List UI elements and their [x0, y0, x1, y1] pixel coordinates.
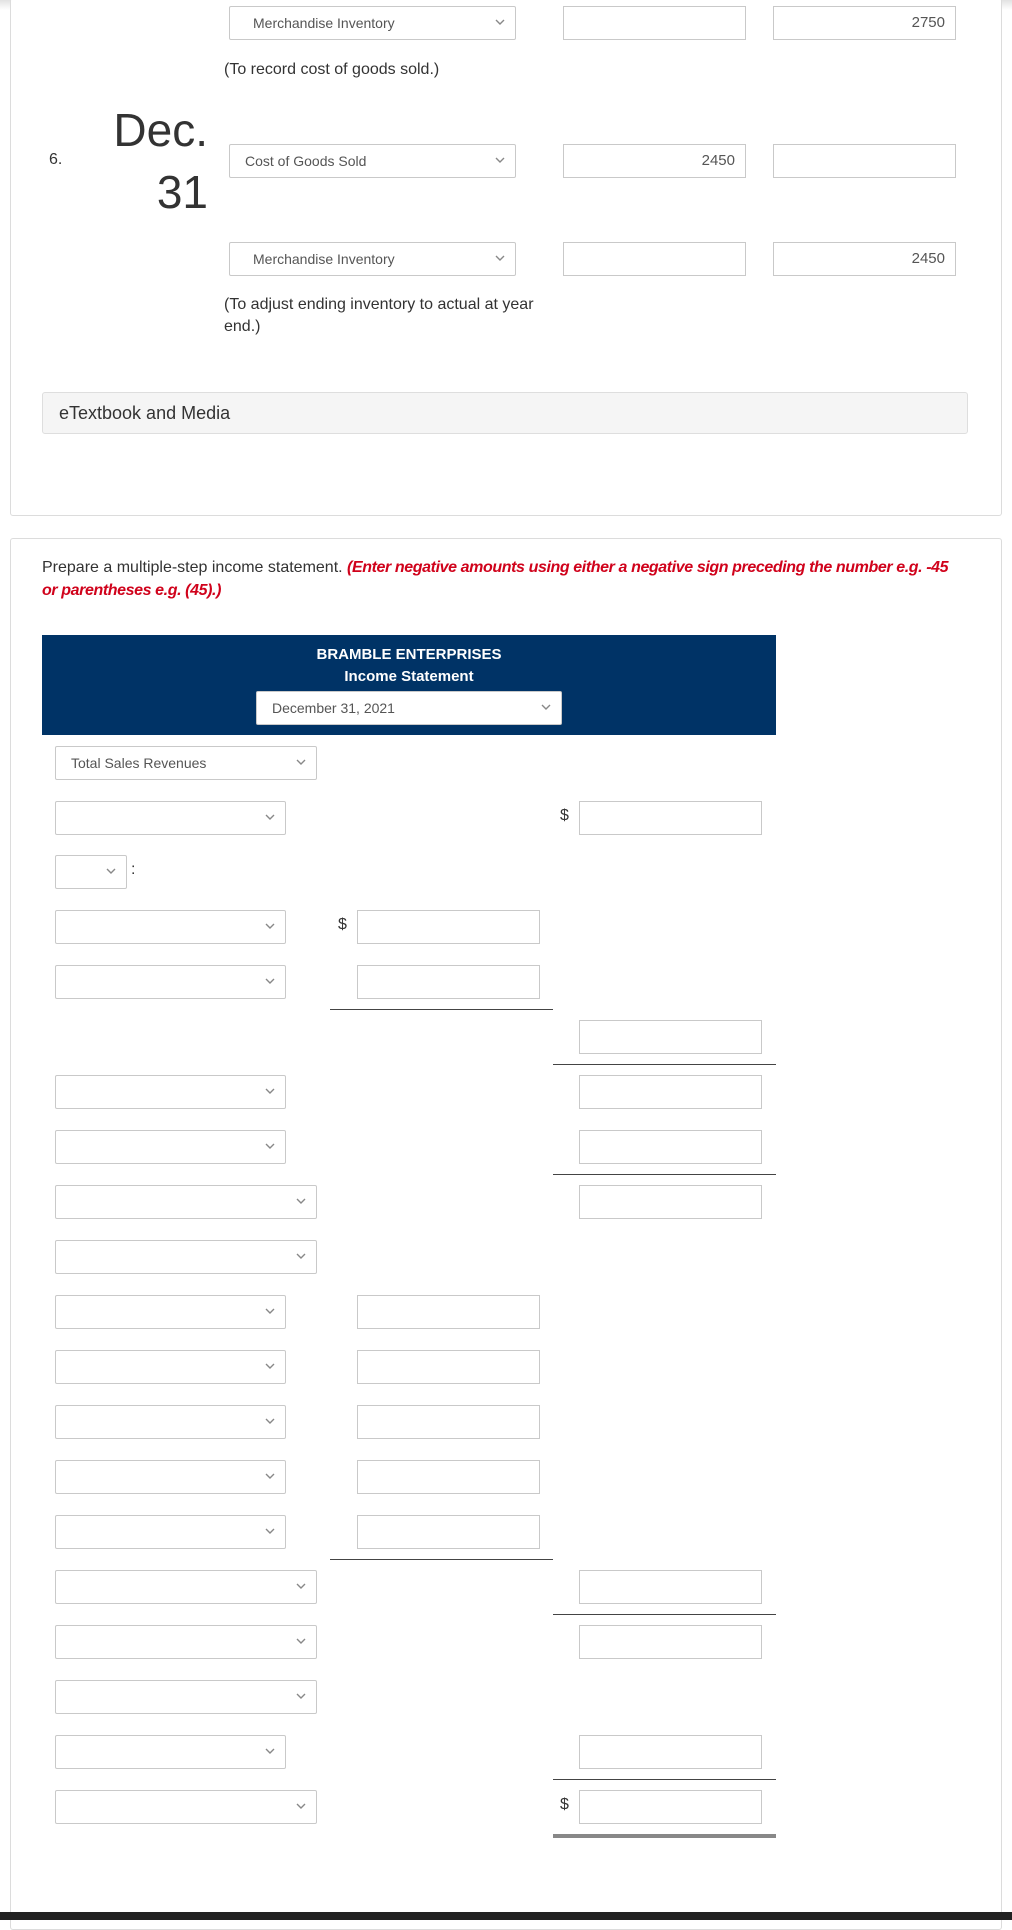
currency-symbol: $	[338, 916, 347, 933]
chevron-down-icon	[294, 1249, 308, 1263]
account-select-value: Merchandise Inventory	[253, 251, 395, 267]
entry-note-adjust: (To adjust ending inventory to actual at year end.)	[224, 296, 534, 335]
period-select-value: December 31, 2021	[272, 700, 395, 716]
chevron-down-icon	[263, 1359, 277, 1373]
debit-input-inventory[interactable]	[563, 242, 746, 276]
credit-input-inventory[interactable]: 2450	[773, 242, 956, 276]
income-line-select-16[interactable]	[55, 1570, 317, 1604]
chevron-down-icon	[263, 1744, 277, 1758]
income-line-select-12[interactable]	[55, 1350, 286, 1384]
account-select-value: Cost of Goods Sold	[245, 153, 367, 169]
amount-input-mid-14[interactable]	[357, 1460, 540, 1494]
chevron-down-icon	[263, 1139, 277, 1153]
entry-number: 6.	[49, 151, 63, 168]
chevron-down-icon	[493, 251, 507, 265]
amount-input-mid-13[interactable]	[357, 1405, 540, 1439]
income-line-select-9[interactable]	[55, 1185, 317, 1219]
income-line-select-13[interactable]	[55, 1405, 286, 1439]
debit-input-row-top[interactable]	[563, 6, 746, 40]
instruction-text	[42, 556, 962, 602]
income-line-select-10[interactable]	[55, 1240, 317, 1274]
income-line-select-11[interactable]	[55, 1295, 286, 1329]
chevron-down-icon	[263, 974, 277, 988]
chevron-down-icon	[493, 15, 507, 29]
instruction-main: Prepare a multiple-step income statement.	[42, 559, 343, 576]
chevron-down-icon	[539, 700, 553, 714]
etextbook-media-label: eTextbook and Media	[59, 403, 231, 423]
chevron-down-icon	[263, 1524, 277, 1538]
subtotal-rule	[553, 1064, 776, 1065]
double-underline-rule	[553, 1834, 776, 1838]
chevron-down-icon	[294, 1634, 308, 1648]
entry-note-cogs: (To record cost of goods sold.)	[224, 61, 440, 78]
chevron-down-icon	[104, 864, 118, 878]
amount-input-right-2[interactable]	[579, 801, 762, 835]
account-select-cost-of-goods-sold[interactable]	[229, 144, 516, 178]
income-line-select-20[interactable]	[55, 1790, 317, 1824]
bottom-bar	[0, 1912, 1012, 1920]
subtotal-rule	[330, 1009, 553, 1010]
income-line-select-17[interactable]	[55, 1625, 317, 1659]
income-line-select-8[interactable]	[55, 1130, 286, 1164]
amount-input-right-17[interactable]	[579, 1625, 762, 1659]
currency-symbol: $	[560, 807, 569, 824]
amount-input-right-16[interactable]	[579, 1570, 762, 1604]
subtotal-rule	[330, 1559, 553, 1560]
income-line-select-value: Total Sales Revenues	[71, 755, 207, 771]
chevron-down-icon	[263, 1084, 277, 1098]
amount-input-right-20[interactable]	[579, 1790, 762, 1824]
income-line-select-18[interactable]	[55, 1680, 317, 1714]
subtotal-rule	[553, 1779, 776, 1780]
income-line-select-5[interactable]	[55, 965, 286, 999]
chevron-down-icon	[493, 153, 507, 167]
entry-date-month: Dec.	[113, 104, 208, 156]
instruction-red: (Enter negative amounts using either a negative sign preceding the number e.g. -45 or parentheses e.g. (45).)	[42, 559, 949, 599]
chevron-down-icon	[294, 755, 308, 769]
amount-input-mid-5[interactable]	[357, 965, 540, 999]
debit-input-cogs[interactable]: 2450	[563, 144, 746, 178]
chevron-down-icon	[263, 919, 277, 933]
credit-input-row-top[interactable]: 2750	[773, 6, 956, 40]
subtotal-rule	[553, 1614, 776, 1615]
amount-input-right-8[interactable]	[579, 1130, 762, 1164]
chevron-down-icon	[294, 1579, 308, 1593]
account-select-merchandise-inventory-1[interactable]	[229, 6, 516, 40]
amount-input-mid-4[interactable]	[357, 910, 540, 944]
amount-input-mid-12[interactable]	[357, 1350, 540, 1384]
chevron-down-icon	[263, 1414, 277, 1428]
chevron-down-icon	[294, 1689, 308, 1703]
income-heading-select[interactable]	[55, 855, 127, 889]
chevron-down-icon	[294, 1194, 308, 1208]
income-line-select-15[interactable]	[55, 1515, 286, 1549]
amount-input-mid-11[interactable]	[357, 1295, 540, 1329]
income-line-select-2[interactable]	[55, 801, 286, 835]
income-line-select-7[interactable]	[55, 1075, 286, 1109]
chevron-down-icon	[263, 1469, 277, 1483]
amount-input-right-6[interactable]	[579, 1020, 762, 1054]
amount-input-mid-15[interactable]	[357, 1515, 540, 1549]
amount-input-right-9[interactable]	[579, 1185, 762, 1219]
etextbook-media-bar[interactable]	[42, 392, 968, 434]
entry-date-day: 31	[156, 166, 208, 218]
income-line-select-14[interactable]	[55, 1460, 286, 1494]
period-select[interactable]	[256, 691, 562, 725]
subtotal-rule	[553, 1174, 776, 1175]
heading-colon: :	[131, 861, 136, 878]
amount-input-right-7[interactable]	[579, 1075, 762, 1109]
credit-input-cogs[interactable]	[773, 144, 956, 178]
chevron-down-icon	[263, 810, 277, 824]
amount-input-right-19[interactable]	[579, 1735, 762, 1769]
company-name: BRAMBLE ENTERPRISES	[316, 646, 502, 663]
income-line-select-4[interactable]	[55, 910, 286, 944]
income-line-select-1[interactable]	[55, 746, 317, 780]
chevron-down-icon	[263, 1304, 277, 1318]
currency-symbol: $	[560, 1796, 569, 1813]
chevron-down-icon	[294, 1799, 308, 1813]
account-select-merchandise-inventory-2[interactable]	[229, 242, 516, 276]
account-select-value: Merchandise Inventory	[253, 15, 395, 31]
statement-title: Income Statement	[344, 668, 474, 685]
income-line-select-19[interactable]	[55, 1735, 286, 1769]
